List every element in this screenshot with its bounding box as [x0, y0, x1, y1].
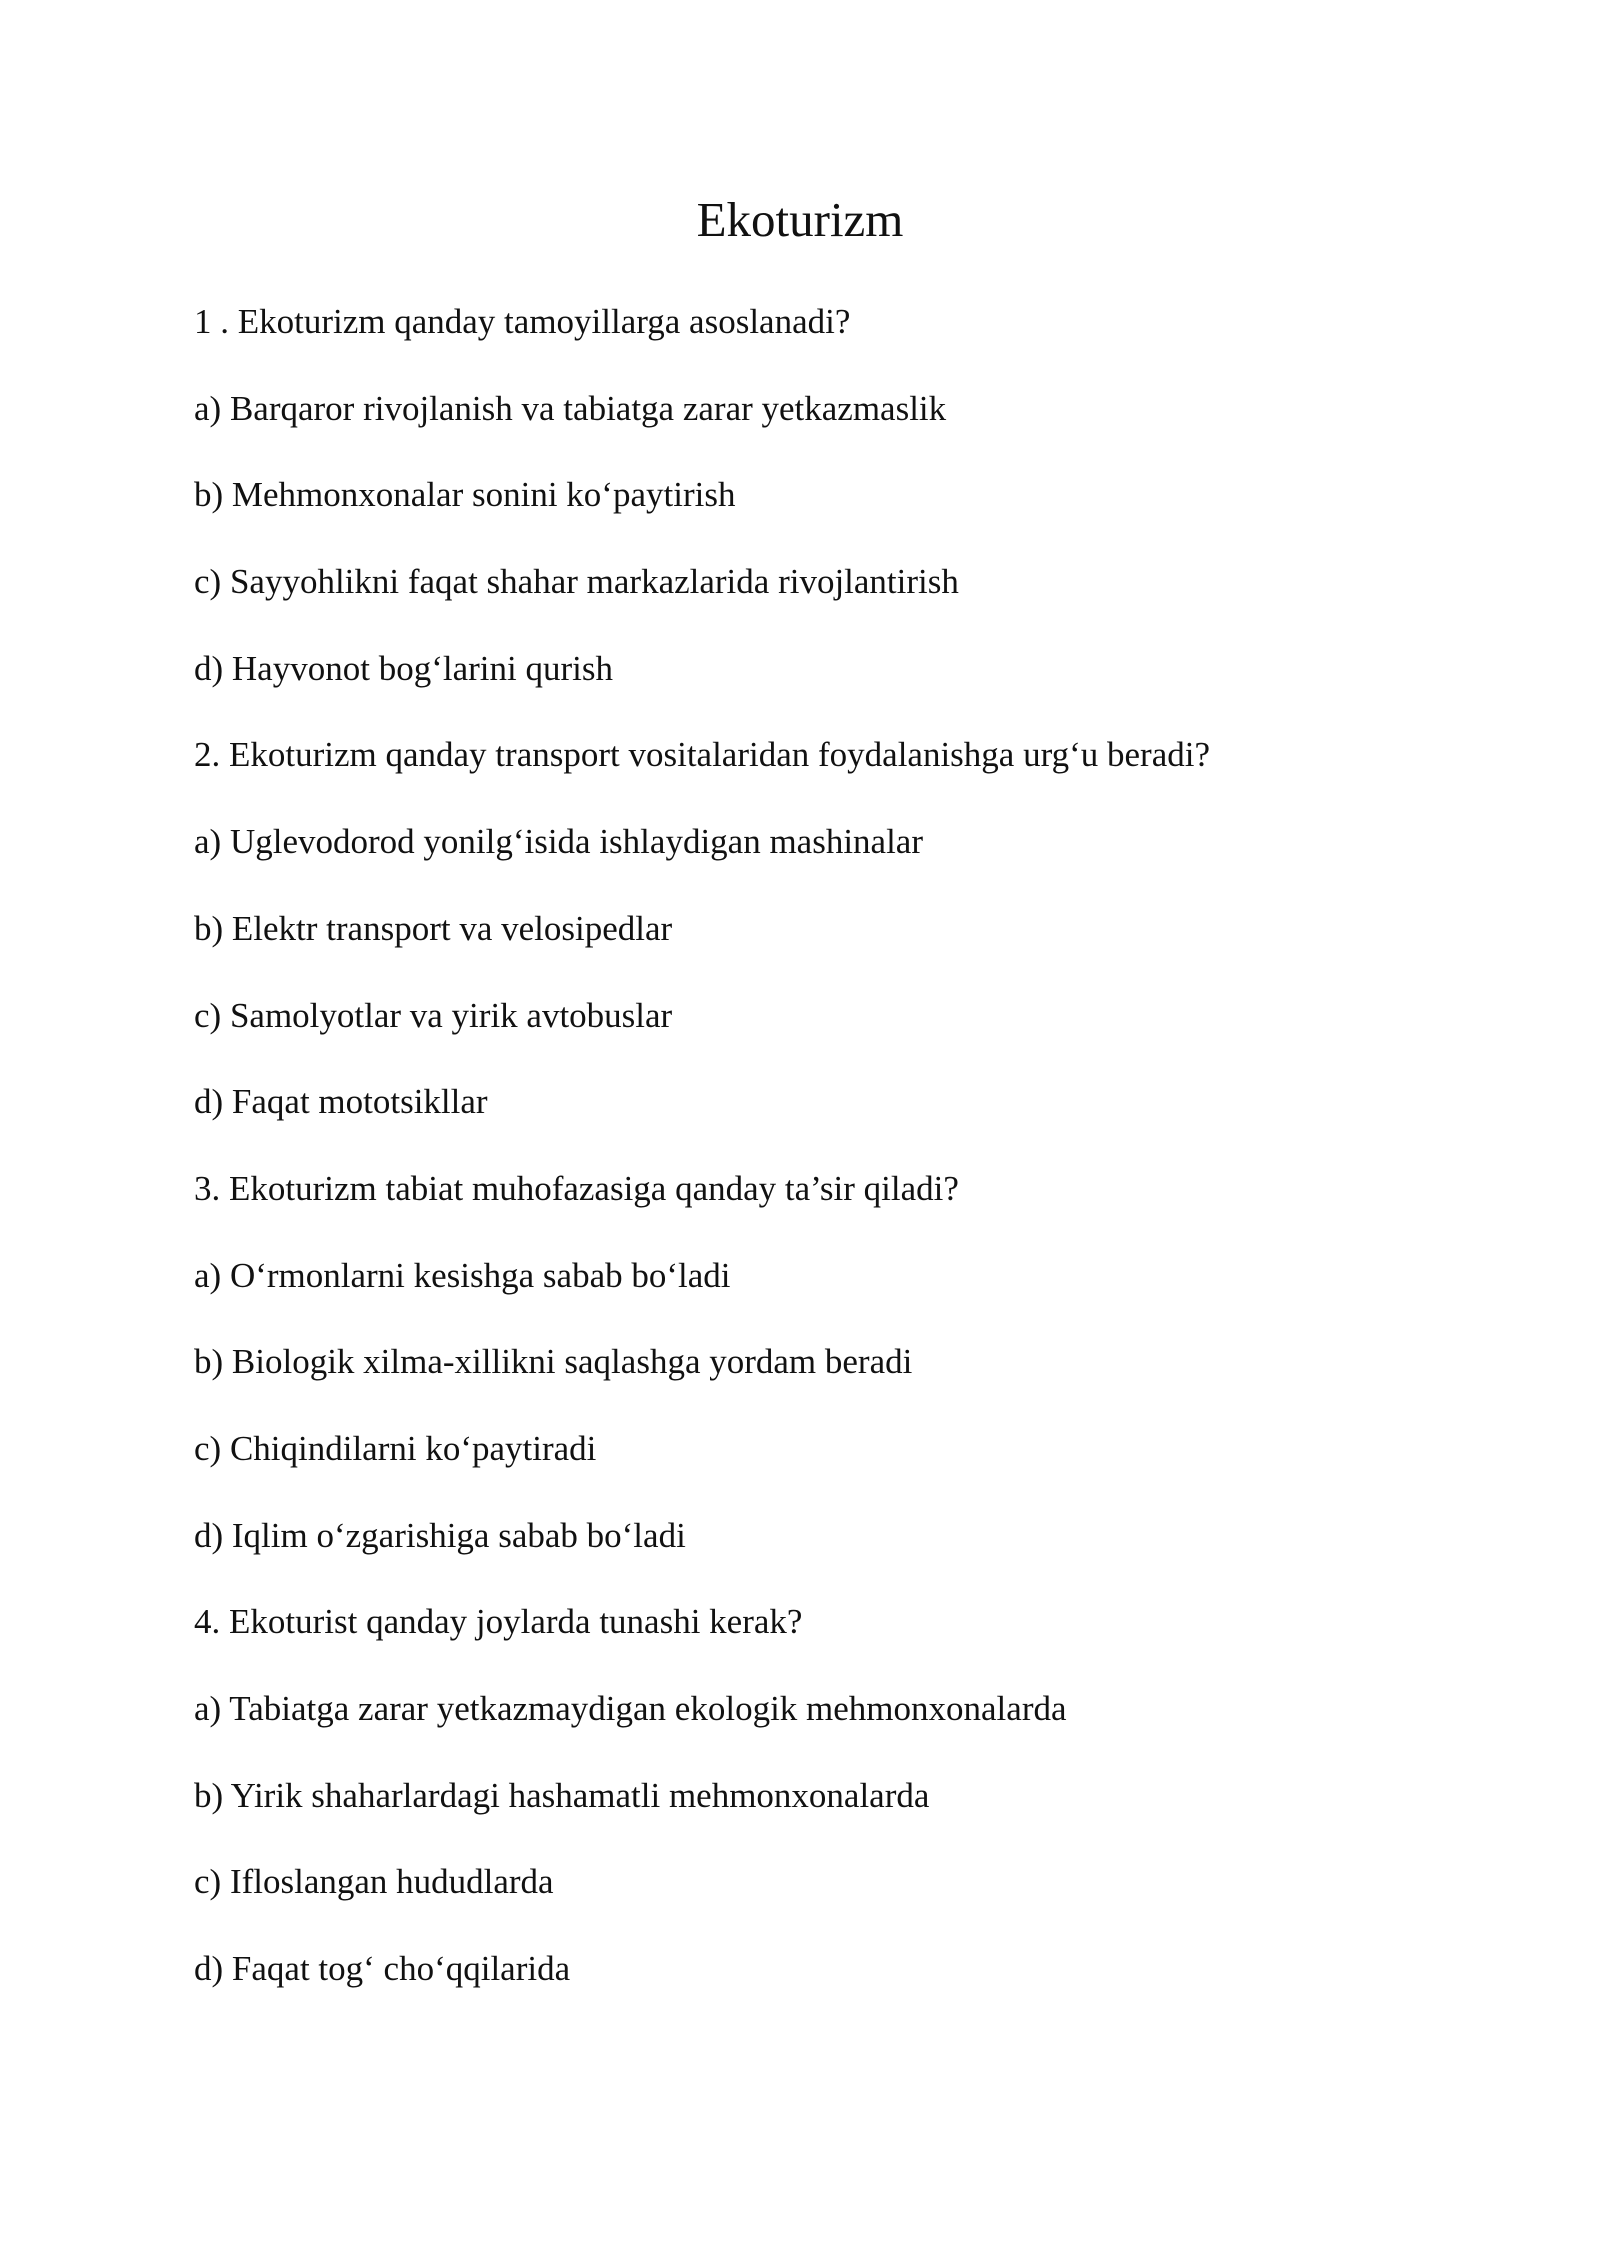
answer-option-d: d) Hayvonot bog‘larini qurish [194, 648, 613, 688]
answer-option-b: b) Yirik shaharlardagi hashamatli mehmonxonalarda [194, 1775, 930, 1815]
question-3 [194, 1161, 1444, 1594]
answer-option-c: c) Sayyohlikni faqat shahar markazlarida rivojlantirish [194, 562, 959, 602]
answer-option-d: d) Iqlim o‘zgarishiga sabab bo‘ladi [194, 1515, 686, 1555]
answer-option-c: c) Samolyotlar va yirik avtobuslar [194, 995, 673, 1035]
answer-option-b: b) Biologik xilma-xillikni saqlashga yordam beradi [194, 1342, 913, 1382]
question-2 [194, 727, 1444, 1160]
question-text: 4. Ekoturist qanday joylarda tunashi kerak? [194, 1602, 803, 1642]
question-1 [194, 294, 1444, 727]
answer-option-a: a) Barqaror rivojlanish va tabiatga zarar yetkazmaslik [194, 388, 947, 428]
answer-option-b: b) Elektr transport va velosipedlar [194, 908, 673, 948]
answer-option-c: c) Ifloslangan hududlarda [194, 1862, 554, 1902]
answer-option-a: a) Tabiatga zarar yetkazmaydigan ekologik mehmonxonalarda [194, 1689, 1067, 1728]
question-text: 2. Ekoturizm qanday transport vositalaridan foydalanishga urg‘u beradi? [194, 735, 1210, 775]
question-text: 1 . Ekoturizm qanday tamoyillarga asoslanadi? [194, 302, 851, 341]
answer-option-b: b) Mehmonxonalar sonini ko‘paytirish [194, 475, 736, 515]
answer-option-c: c) Chiqindilarni ko‘paytiradi [194, 1428, 597, 1468]
question-4 [194, 1594, 1444, 2027]
question-text: 3. Ekoturizm tabiat muhofazasiga qanday ta’sir qiladi? [194, 1168, 959, 1208]
quiz-content [194, 294, 1444, 2028]
answer-option-a: a) O‘rmonlarni kesishga sabab bo‘ladi [194, 1255, 731, 1295]
answer-option-a: a) Uglevodorod yonilg‘isida ishlaydigan mashinalar [194, 822, 924, 862]
answer-option-d: d) Faqat mototsikllar [194, 1082, 488, 1122]
document-title: Ekoturizm [696, 192, 904, 247]
answer-option-d: d) Faqat tog‘ cho‘qqilarida [194, 1949, 571, 1989]
